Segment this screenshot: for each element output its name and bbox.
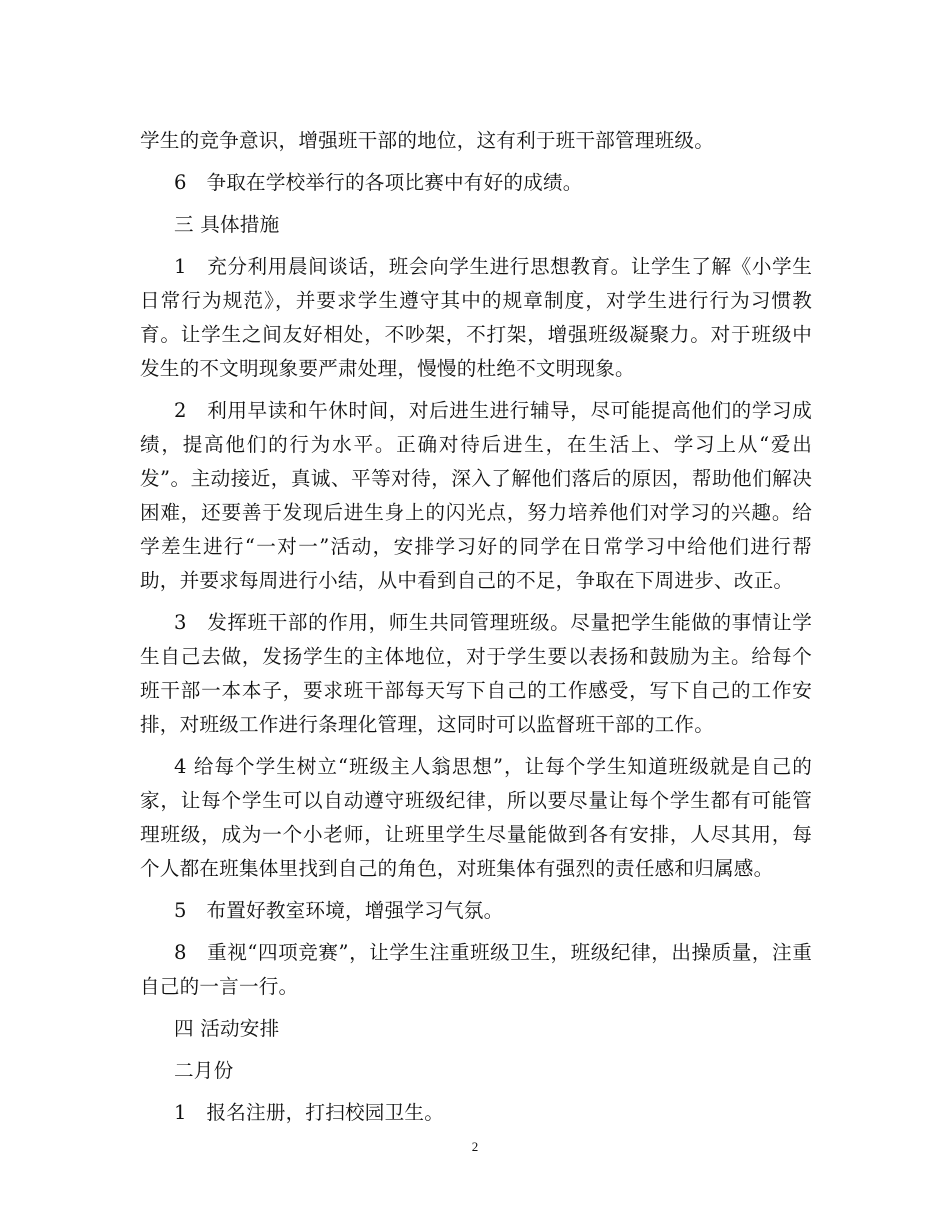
section-heading-measures: 三 具体措施 <box>174 213 280 236</box>
section-heading-activities: 四 活动安排 <box>174 1017 280 1040</box>
paragraph-measure-3: 3 发挥班干部的作用，师生共同管理班级。尽量把学生能做的事情让学生自己去做，发扬学生的主体地位，对于学生要以表扬和鼓励为主。给每个班干部一本本子，要求班干部每天写下自己的工作感受，写下自己的工作安排，对班级工作进行条理化管理，这同时可以监督班干部的工作。 <box>140 611 812 736</box>
paragraph-february-item-1: 1 报名注册，打扫校园卫生。 <box>174 1101 444 1124</box>
paragraph-measure-1: 1 充分利用晨间谈话，班会向学生进行思想教育。让学生了解《小学生日常行为规范》，并要求学生遵守其中的规章制度，对学生进行行为习惯教育。让学生之间友好相处，不吵架，不打架，增强班级凝聚力。对于班级中发生的不文明现象要严肃处理，慢慢的杜绝不文明现象。 <box>140 255 812 380</box>
paragraph-measure-8: 8 重视“四项竞赛”，让学生注重班级卫生，班级纪律，出操质量，注重自己的一言一行。 <box>140 941 812 998</box>
subheading-february: 二月份 <box>174 1059 234 1082</box>
paragraph-measure-2: 2 利用早读和午休时间，对后进生进行辅导，尽可能提高他们的学习成绩，提高他们的行为水平。正确对待后进生，在生活上、学习上从“爱出发”。主动接近，真诚、平等对待，深入了解他们落后的原因，帮助他们解决困难，还要善于发现后进生身上的闪光点，努力培养他们对学习的兴趣。给学差生进行“一对一”活动，安排学习好的同学在日常学习中给他们进行帮助，并要求每周进行小结，从中看到自己的不足，争取在下周进步、改正。 <box>140 399 812 592</box>
paragraph-goal-6: 6 争取在学校举行的各项比赛中有好的成绩。 <box>174 171 583 194</box>
paragraph-measure-5: 5 布置好教室环境，增强学习气氛。 <box>174 899 504 922</box>
paragraph-continuation: 学生的竞争意识，增强班干部的地位，这有利于班干部管理班级。 <box>140 129 715 152</box>
page-number: 2 <box>471 1139 479 1154</box>
paragraph-measure-4: 4 给每个学生树立“班级主人翁思想”，让每个学生知道班级就是自己的家，让每个学生可以自动遵守班级纪律，所以要尽量让每个学生都有可能管理班级，成为一个小老师，让班里学生尽量能做到各有安排，人尽其用，每个人都在班集体里找到自己的角色，对班集体有强烈的责任感和归属感。 <box>140 755 812 880</box>
document-body <box>140 124 812 1138</box>
